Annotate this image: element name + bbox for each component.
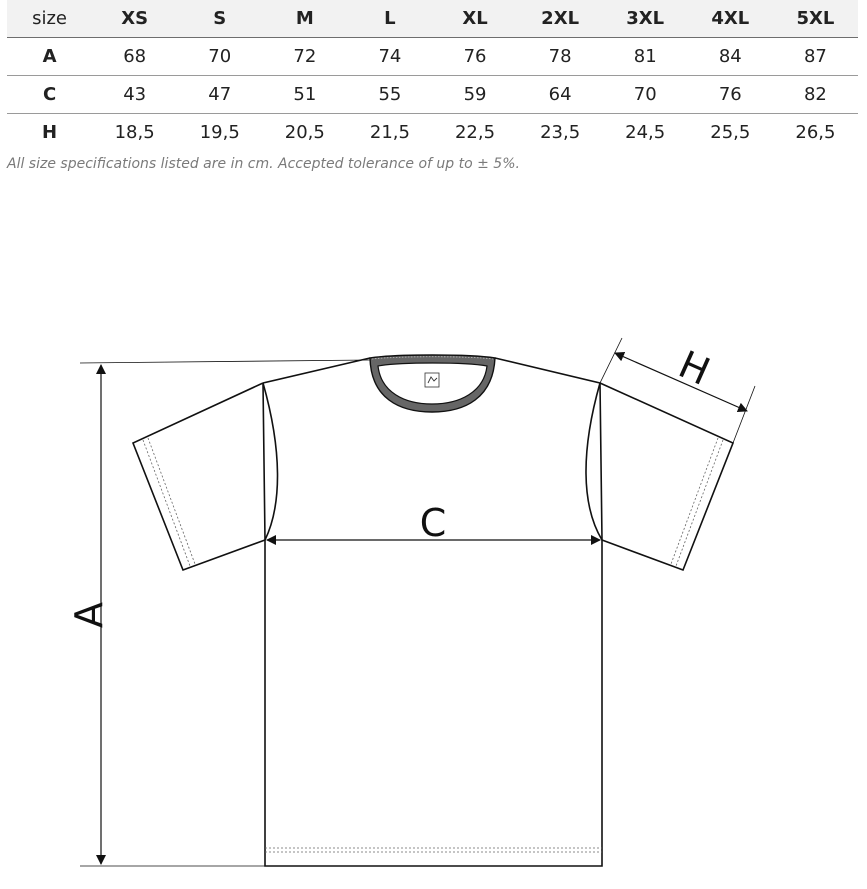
table-cell: 68 xyxy=(123,46,147,67)
size-col-2xl: 2XL xyxy=(518,0,603,38)
table-cell: 74 xyxy=(378,46,402,67)
table-cell: 21,5 xyxy=(369,122,410,143)
table-cell: 22,5 xyxy=(454,122,496,143)
row-label-a: A xyxy=(42,46,57,67)
table-cell: 70 xyxy=(633,84,657,105)
label-a: A xyxy=(67,602,111,628)
brand-tag-icon xyxy=(425,373,439,387)
size-col-4xl: 4XL xyxy=(688,0,773,38)
size-col-xl: XL xyxy=(432,0,517,38)
table-cell: 81 xyxy=(633,46,657,67)
table-cell: 47 xyxy=(208,84,232,105)
table-cell: 59 xyxy=(463,84,487,105)
table-cell: 19,5 xyxy=(199,122,240,143)
label-h: H xyxy=(672,342,717,394)
table-cell: 72 xyxy=(293,46,317,67)
size-table xyxy=(7,0,858,151)
table-row xyxy=(7,114,858,152)
table-cell: 76 xyxy=(718,84,742,105)
size-col-l: L xyxy=(347,0,432,38)
row-label-c: C xyxy=(42,84,57,105)
table-cell: 20,5 xyxy=(284,122,325,143)
table-row xyxy=(7,38,858,76)
table-row xyxy=(7,76,858,114)
dimension-a xyxy=(67,360,370,866)
dimension-c xyxy=(267,501,600,545)
dimension-h xyxy=(600,338,755,443)
size-col-s: S xyxy=(177,0,262,38)
table-cell: 43 xyxy=(123,84,147,105)
label-c: C xyxy=(419,501,447,545)
table-cell: 76 xyxy=(463,46,487,67)
size-col-3xl: 3XL xyxy=(603,0,688,38)
tshirt-outline xyxy=(133,358,733,866)
tshirt-diagram xyxy=(0,300,867,889)
table-cell: 70 xyxy=(208,46,232,67)
size-header-row xyxy=(7,0,858,38)
table-cell: 55 xyxy=(378,84,402,105)
table-cell: 84 xyxy=(718,46,742,67)
table-cell: 51 xyxy=(293,84,317,105)
table-cell: 82 xyxy=(803,84,827,105)
size-col-5xl: 5XL xyxy=(773,0,858,38)
table-cell: 24,5 xyxy=(625,122,666,143)
size-header-label: size xyxy=(7,0,92,38)
table-cell: 87 xyxy=(803,46,827,67)
tolerance-note: All size specifications listed are in cm. Accepted tolerance of up to ± 5%. xyxy=(7,156,520,172)
size-col-xs: XS xyxy=(92,0,177,38)
table-cell: 26,5 xyxy=(795,122,836,143)
row-label-h: H xyxy=(42,122,58,143)
table-cell: 23,5 xyxy=(540,122,581,143)
table-cell: 64 xyxy=(548,84,572,105)
size-col-m: M xyxy=(262,0,347,38)
table-cell: 18,5 xyxy=(114,122,155,143)
table-cell: 78 xyxy=(548,46,572,67)
table-cell: 25,5 xyxy=(710,122,751,143)
